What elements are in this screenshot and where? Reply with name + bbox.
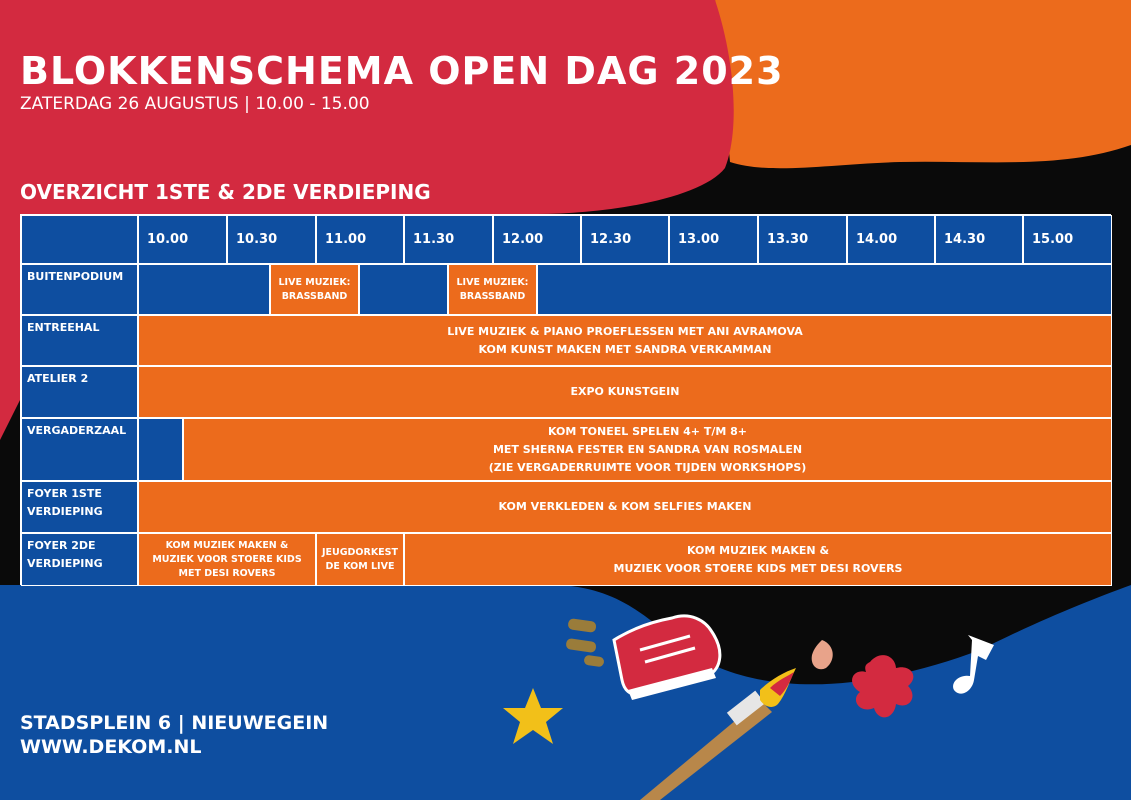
event-foyer-2de-b [316, 533, 404, 586]
footer-website: WWW.DEKOM.NL [20, 736, 202, 758]
section-title: OVERZICHT 1STE & 2DE VERDIEPING [20, 180, 431, 204]
event-entreehal [138, 315, 1112, 366]
event-text-line3: MET DESI ROVERS [178, 567, 276, 579]
event-atelier [138, 366, 1112, 418]
event-text-line1: KOM MUZIEK MAKEN & [165, 539, 289, 551]
event-foyer-1ste [138, 481, 1112, 533]
event-text-line1: LIVE MUZIEK & PIANO PROEFLESSEN MET ANI AVRAMOVA [447, 324, 803, 338]
time-header: 10.30 [227, 215, 316, 264]
event-text: LIVE MUZIEK: BRASSBAND [278, 276, 351, 302]
event-text-line2: KOM KUNST MAKEN MET SANDRA VERKAMMAN [478, 342, 772, 356]
room-label-vergaderzaal: VERGADERZAAL [21, 418, 138, 481]
time-header: 10.00 [138, 215, 227, 264]
time-header: 13.00 [669, 215, 758, 264]
event-text-line1: KOM MUZIEK MAKEN & [686, 543, 830, 557]
event-text-line2: MUZIEK VOOR STOERE KIDS [152, 553, 302, 565]
room-label-foyer-1ste: FOYER 1STE VERDIEPING [21, 481, 138, 533]
event-text-line3: (ZIE VERGADERRUIMTE VOOR TIJDEN WORKSHOPS) [488, 460, 807, 474]
event-text-line1: JEUGDORKEST [322, 546, 398, 558]
event-vergaderzaal [183, 418, 1112, 481]
footer-contact [20, 711, 328, 759]
event-brassband-1 [270, 264, 359, 315]
empty-slot [537, 264, 1112, 315]
event-text: LIVE MUZIEK: BRASSBAND [456, 276, 529, 302]
empty-slot [138, 264, 270, 315]
empty-slot [138, 418, 183, 481]
event-text: KOM VERKLEDEN & KOM SELFIES MAKEN [498, 500, 752, 513]
time-header: 11.30 [404, 215, 493, 264]
event-text: EXPO KUNSTGEIN [570, 385, 680, 398]
time-header: 12.30 [581, 215, 669, 264]
room-label-foyer-2de: FOYER 2DE VERDIEPING [21, 533, 138, 586]
time-header: 13.30 [758, 215, 847, 264]
event-text-line1: KOM TONEEL SPELEN 4+ T/M 8+ [547, 424, 747, 438]
page-title: BLOKKENSCHEMA OPEN DAG 2023 [20, 49, 784, 93]
time-header: 11.00 [316, 215, 404, 264]
room-label-entreehal: ENTREEHAL [21, 315, 138, 366]
event-text-line2: MET SHERNA FESTER EN SANDRA VAN ROSMALEN [492, 442, 803, 456]
corner-cell [21, 215, 138, 264]
event-foyer-2de-a [138, 533, 316, 586]
event-text-line2: MUZIEK VOOR STOERE KIDS MET DESI ROVERS [613, 561, 903, 575]
time-header: 12.00 [493, 215, 581, 264]
room-label-atelier-2: ATELIER 2 [21, 366, 138, 418]
empty-slot [359, 264, 448, 315]
event-brassband-2 [448, 264, 537, 315]
event-text-line2: DE KOM LIVE [325, 560, 395, 572]
time-header: 15.00 [1023, 215, 1112, 264]
time-header: 14.30 [935, 215, 1023, 264]
event-foyer-2de-c [404, 533, 1112, 586]
time-header: 14.00 [847, 215, 935, 264]
schedule-table [20, 214, 1111, 585]
page-subtitle: ZATERDAG 26 AUGUSTUS | 10.00 - 15.00 [20, 94, 370, 114]
footer-address: STADSPLEIN 6 | NIEUWEGEIN [20, 712, 329, 734]
room-label-buitenpodium: BUITENPODIUM [21, 264, 138, 315]
